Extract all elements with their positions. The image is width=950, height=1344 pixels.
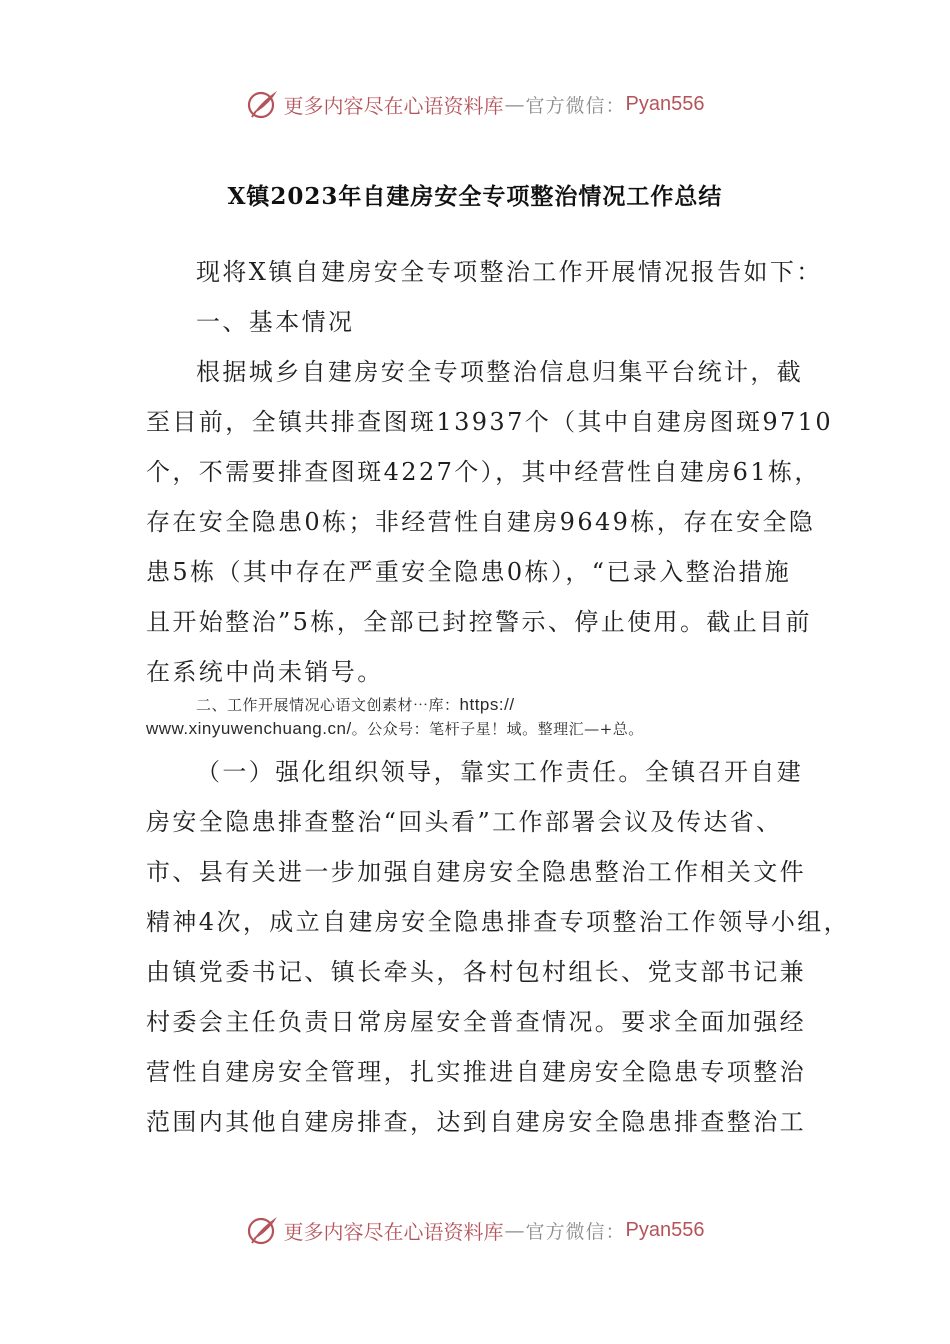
section2-line: 范围内其他自建房排查，达到自建房安全隐患排查整治工 bbox=[146, 1108, 806, 1136]
section1-line: 个，不需要排查图斑4227个），其中经营性自建房61栋， bbox=[146, 458, 821, 486]
intro-paragraph: 现将X镇自建房安全专项整治工作开展情况报告如下： bbox=[196, 258, 823, 286]
watermark-dash: — bbox=[504, 92, 525, 116]
section1-line: 患5栋（其中存在严重安全隐患0栋），“已录入整治措施 bbox=[146, 558, 792, 586]
watermark-wechat-id: Pyan556 bbox=[625, 1218, 705, 1241]
section1-heading: 一、基本情况 bbox=[196, 308, 355, 336]
section1-line: 至目前，全镇共排查图斑13937个（其中自建房图斑9710 bbox=[146, 408, 834, 436]
watermark-wechat-id: Pyan556 bbox=[625, 92, 705, 115]
section2-line: 由镇党委书记、镇长牵头，各村包村组长、党支部书记兼 bbox=[146, 958, 806, 986]
section2-line: 房安全隐患排查整治“回头看”工作部署会议及传达省、 bbox=[146, 808, 783, 836]
section2-heading-suffix: 。公众号：笔杆子星！域。整理汇—+总。 bbox=[351, 720, 644, 738]
document-title: X镇2023年自建房安全专项整治情况工作总结 bbox=[227, 183, 723, 210]
section1-line: 根据城乡自建房安全专项整治信息归集平台统计，截 bbox=[196, 358, 804, 386]
watermark-main-text: 更多内容尽在心语资料库 bbox=[283, 1219, 504, 1244]
section1-line: 存在安全隐患0栋；非经营性自建房9649栋，存在安全隐 bbox=[146, 508, 816, 536]
section1-line: 且开始整治”5栋，全部已封控警示、停止使用。截止目前 bbox=[146, 608, 812, 636]
section2-line: 村委会主任负责日常房屋安全普查情况。要求全面加强经 bbox=[146, 1008, 806, 1036]
footer-watermark-banner bbox=[0, 1210, 950, 1250]
section2-heading-line1 bbox=[196, 694, 515, 715]
watermark-dash: — bbox=[504, 1218, 525, 1242]
section2-line: 精神4次，成立自建房安全隐患排查专项整治工作领导小组， bbox=[146, 908, 851, 936]
section2-line: 市、县有关进一步加强自建房安全隐患整治工作相关文件 bbox=[146, 858, 806, 886]
source-url-part2: www.xinyuwenchuang.cn/ bbox=[146, 719, 352, 738]
section2-line: 营性自建房安全管理，扎实推进自建房安全隐患专项整治 bbox=[146, 1058, 806, 1086]
section2-line: （一）强化组织领导，靠实工作责任。全镇召开自建 bbox=[196, 758, 804, 786]
header-watermark-banner bbox=[0, 84, 950, 124]
source-url-part1: https:// bbox=[459, 695, 515, 714]
section2-heading-text: 二、工作开展情况心语文创素材⋯库： bbox=[196, 696, 460, 714]
quill-logo-icon bbox=[246, 1213, 280, 1247]
quill-logo-icon bbox=[246, 87, 280, 121]
section1-line: 在系统中尚未销号。 bbox=[146, 658, 384, 686]
watermark-wechat-label: 官方微信： bbox=[525, 1220, 626, 1243]
watermark-wechat-label: 官方微信： bbox=[525, 94, 626, 117]
watermark-main-text: 更多内容尽在心语资料库 bbox=[283, 93, 504, 118]
section2-heading-line2 bbox=[146, 718, 644, 739]
